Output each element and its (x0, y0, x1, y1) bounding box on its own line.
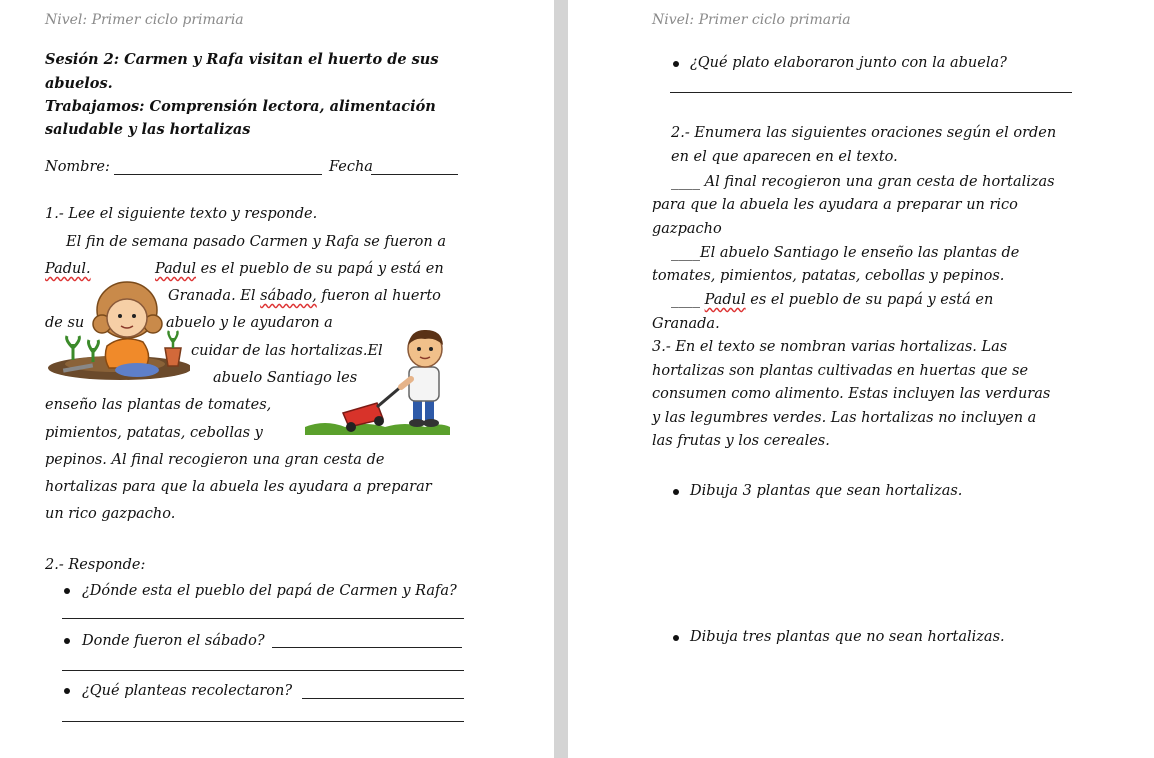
girl-planting-illustration (45, 276, 190, 386)
bullet-icon (64, 588, 70, 594)
answer-line-1[interactable] (62, 618, 464, 619)
level-header: Nivel: Primer ciclo primaria (652, 12, 851, 28)
reading-line-6: abuelo Santiago les (213, 370, 358, 386)
session-title-line2: abuelos. (45, 75, 113, 92)
sentence-3-line2: Granada. (652, 316, 720, 332)
sentence-3-line1 (671, 291, 993, 309)
work-topics-line1: Trabajamos: Comprensión lectora, alimentación (45, 98, 436, 115)
question-2-title: 2.- Responde: (45, 557, 146, 573)
reading-line-4b: abuelo y le ayudaron a (166, 315, 333, 331)
q2-item-2: Donde fueron el sábado? (82, 633, 265, 649)
date-label: Fecha (329, 159, 373, 175)
question-1-title: 1.- Lee el siguiente texto y responde. (45, 206, 318, 222)
question-2-line2: en el que aparecen en el texto. (671, 149, 898, 165)
left-page (0, 0, 554, 758)
bullet-icon (673, 61, 679, 67)
name-field[interactable] (114, 174, 322, 175)
reading-line-3a: Granada. El (168, 288, 261, 304)
reading-line-2a: Padul. (45, 261, 91, 277)
question-3-line4: y las legumbres verdes. Las hortalizas no incluyen a (652, 410, 1037, 426)
sentence-2-line2: tomates, pimientos, patatas, cebollas y pepinos. (652, 268, 1005, 284)
reading-line-8: pimientos, patatas, cebollas y (45, 425, 263, 441)
bullet-icon (673, 489, 679, 495)
q2-item-1: ¿Dónde esta el pueblo del papá de Carmen y Rafa? (82, 583, 457, 599)
reading-line-4a: de su (45, 315, 85, 331)
answer-line-3a[interactable] (302, 698, 464, 699)
reading-line-9: pepinos. Al final recogieron una gran cesta de (45, 452, 385, 468)
bullet-icon (64, 688, 70, 694)
work-topics-line2: saludable y las hortalizas (45, 121, 251, 138)
question-3-line5: las frutas y los cereales. (652, 433, 830, 449)
spellcheck-word: Padul (155, 261, 197, 277)
sentence-3-blank: ____ (671, 292, 705, 308)
reading-line-5: cuidar de las hortalizas.El (191, 343, 383, 359)
sentence-1-line3: gazpacho (652, 221, 722, 237)
right-page (568, 0, 1154, 758)
reading-line-7: enseño las plantas de tomates, (45, 397, 272, 413)
reading-line-3 (168, 287, 441, 305)
sentence-1-line1: ____ Al final recogieron una gran cesta de hortalizas (671, 174, 1055, 190)
sentence-1-line2: para que la abuela les ayudara a preparar un rico (652, 197, 1018, 213)
reading-line-1: El fin de semana pasado Carmen y Rafa se fueron a (66, 234, 447, 250)
sentence-2-line1: ____El abuelo Santiago le enseño las plantas de (671, 245, 1020, 261)
answer-line-2a[interactable] (272, 647, 462, 648)
reading-line-2b (155, 260, 444, 278)
sentence-3-rest: es el pueblo de su papá y está en (745, 292, 994, 308)
reading-line-3c: fueron al huerto (316, 288, 441, 304)
answer-line-dish[interactable] (670, 92, 1072, 93)
draw-non-vegetables-prompt: Dibuja tres plantas que no sean hortalizas. (690, 629, 1005, 645)
bullet-icon (64, 638, 70, 644)
answer-line-2b[interactable] (62, 670, 464, 671)
answer-line-3b[interactable] (62, 721, 464, 722)
question-2-line1: 2.- Enumera las siguientes oraciones según el orden (671, 125, 1057, 141)
question-3-line3: consumen como alimento. Estas incluyen las verduras (652, 386, 1051, 402)
reading-line-2b-rest: es el pueblo de su papá y está en (196, 261, 444, 277)
spellcheck-word: Padul (704, 292, 746, 308)
level-header: Nivel: Primer ciclo primaria (45, 12, 244, 28)
draw-vegetables-prompt: Dibuja 3 plantas que sean hortalizas. (690, 483, 963, 499)
reading-line-10: hortalizas para que la abuela les ayudara a preparar (45, 479, 432, 495)
question-3-line1: 3.- En el texto se nombran varias hortalizas. Las (652, 339, 1008, 355)
boy-mowing-illustration (305, 327, 450, 435)
q2-item-3: ¿Qué planteas recolectaron? (82, 683, 293, 699)
date-field[interactable] (371, 174, 458, 175)
session-title-line1: Sesión 2: Carmen y Rafa visitan el huerto de sus (45, 51, 439, 68)
bullet-icon (673, 635, 679, 641)
question-dish: ¿Qué plato elaboraron junto con la abuela? (690, 55, 1007, 71)
reading-line-11: un rico gazpacho. (45, 506, 176, 522)
name-label: Nombre: (45, 159, 110, 175)
spellcheck-word-sabado: sábado, (260, 288, 317, 304)
question-3-line2: hortalizas son plantas cultivadas en huertas que se (652, 363, 1029, 379)
